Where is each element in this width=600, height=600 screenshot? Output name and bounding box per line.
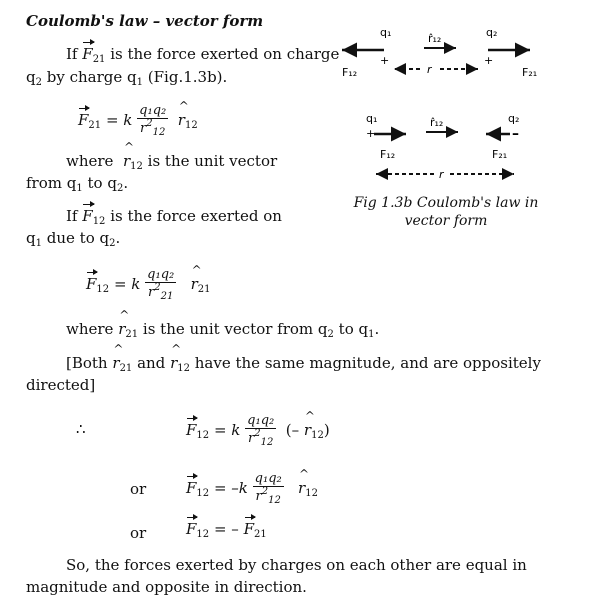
- bottom-q2-label: q₂: [508, 112, 520, 125]
- fraction: $\frac{\text{q₁q₂}}{r^2_{21}}$: [147, 267, 175, 302]
- top-q2-label: q₂: [486, 26, 498, 39]
- equation-5: $F_{12}$ = – $F_{21}$: [186, 520, 267, 540]
- top-q1-sign: +: [380, 54, 390, 67]
- top-f21-label: F₂₁: [522, 66, 538, 79]
- conclusion-line2: magnitude and opposite in direction.: [26, 578, 307, 596]
- coulomb-vector-figure: [336, 22, 556, 194]
- bottom-distance-label: r: [439, 168, 444, 181]
- para1-line2: $q_2$ by charge $q_1$ (Fig.1.3b).: [26, 68, 228, 88]
- top-q2-sign: +: [484, 54, 494, 67]
- section-heading: Coulomb's law – vector form: [26, 12, 264, 30]
- para5-line1: [Both ^ $r_{21}$ and ^ $r_{12}$ have the same magnitude, and are oppositely: [66, 354, 541, 374]
- or-label-2: or: [130, 524, 147, 542]
- top-q1-label: q₁: [380, 26, 392, 39]
- fraction: $\frac{\text{q₁q₂}}{r^2_{12}}$: [247, 413, 275, 448]
- bottom-q2-sign: –: [512, 126, 519, 142]
- bottom-f21-label: F₂₁: [492, 148, 508, 161]
- fraction: $\frac{\text{q₁q₂}}{r^2_{12}}$: [139, 103, 167, 138]
- para1-line1: If $F_{21}$ is the force exerted on charge: [66, 45, 340, 65]
- figure-caption: Fig 1.3b Coulomb's law in vector form: [353, 195, 539, 229]
- para5-line2: directed]: [26, 376, 96, 394]
- para3-line1: If $F_{12}$ is the force exerted on: [66, 207, 282, 227]
- fraction: $\frac{\text{q₁q₂}}{r^2_{12}}$: [254, 471, 282, 506]
- para4-line: where ^ $r_{21}$ is the unit vector from $q_2$ to $q_1$.: [66, 320, 379, 340]
- para2-line2: from $q_1$ to $q_2$.: [26, 174, 129, 194]
- top-rhat-label: r̂₁₂: [428, 32, 442, 45]
- para3-line2: $q_1$ due to $q_2$.: [26, 229, 121, 249]
- equation-3: $F_{12} = k$ $\frac{\text{q₁q₂}}{r^2_{12}}$ (– ^ $r_{12}$): [186, 414, 330, 448]
- bottom-q1-label: q₁: [366, 112, 378, 125]
- equation-1: $F_{21} = k$ $\frac{\text{q₁q₂}}{r^2_{12}}$ ^ $r_{12}$: [78, 104, 198, 138]
- bottom-rhat-label: r̂₁₂: [430, 116, 444, 129]
- para2-line1: where ^ $r_{12}$ is the unit vector: [66, 152, 277, 172]
- bottom-q1-sign: +: [366, 127, 376, 140]
- bottom-f12-label: F₁₂: [380, 148, 396, 161]
- top-distance-label: r: [427, 63, 432, 76]
- conclusion-line1: So, the forces exerted by charges on each other are equal in: [66, 556, 527, 574]
- or-label-1: or: [130, 480, 147, 498]
- therefore-symbol: ∴: [76, 420, 86, 438]
- equation-2: $F_{12} = k$ $\frac{\text{q₁q₂}}{r^2_{21}}$ ^ $r_{21}$: [86, 268, 210, 302]
- equation-4: $F_{12} = -k$ $\frac{\text{q₁q₂}}{r^2_{12}}$ ^ $r_{12}$: [186, 472, 318, 506]
- top-f12-label: F₁₂: [342, 66, 358, 79]
